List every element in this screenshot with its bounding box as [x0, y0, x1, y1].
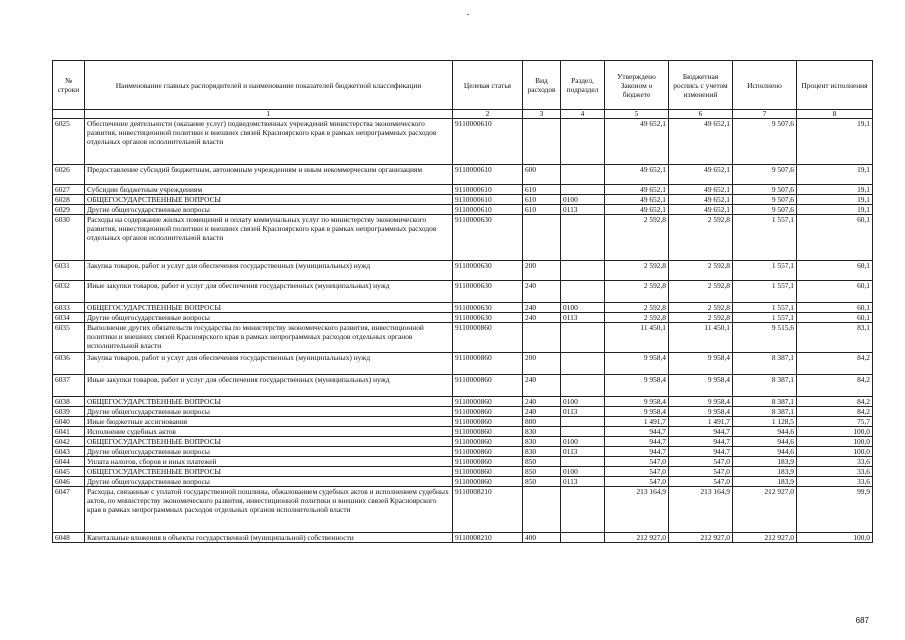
executed-cell: 944,6: [733, 447, 797, 457]
executed-cell: 9 515,6: [733, 323, 797, 353]
budget-cell: 212 927,0: [669, 533, 733, 543]
row-no-cell: 6032: [53, 281, 85, 303]
table-row: [53, 437, 873, 447]
row-no-cell: 6034: [53, 313, 85, 323]
kind-cell: 830: [523, 447, 561, 457]
name-cell: ОБЩЕГОСУДАРСТВЕННЫЕ ВОПРОСЫ: [85, 437, 453, 447]
row-no-cell: 6042: [53, 437, 85, 447]
target-cell: 9110000860: [453, 417, 523, 427]
approved-cell: 944,7: [605, 427, 669, 437]
budget-cell: 547,0: [669, 477, 733, 487]
row-no-cell: 6033: [53, 303, 85, 313]
kind-cell: 200: [523, 353, 561, 375]
header-name: Наименование главных распорядителей и наименование показателей бюджетной классификации: [85, 61, 453, 110]
kind-cell: 830: [523, 427, 561, 437]
table-row: [53, 313, 873, 323]
budget-cell: 944,7: [669, 427, 733, 437]
section-cell: 0113: [561, 313, 605, 323]
approved-cell: 9 958,4: [605, 407, 669, 417]
row-no-cell: 6043: [53, 447, 85, 457]
target-cell: 9110000630: [453, 281, 523, 303]
header-row: [53, 61, 873, 110]
executed-cell: 9 507,6: [733, 119, 797, 165]
budget-cell: 49 652,1: [669, 205, 733, 215]
approved-cell: 2 592,8: [605, 281, 669, 303]
target-cell: 9110000860: [453, 407, 523, 417]
target-cell: 9110000860: [453, 477, 523, 487]
table-row: [53, 457, 873, 467]
executed-cell: 1 557,1: [733, 281, 797, 303]
section-cell: [561, 281, 605, 303]
section-cell: [561, 417, 605, 427]
section-cell: 0100: [561, 303, 605, 313]
approved-cell: 944,7: [605, 437, 669, 447]
table-row: [53, 119, 873, 165]
percent-cell: 84,2: [797, 407, 873, 417]
name-cell: Уплата налогов, сборов и иных платежей: [85, 457, 453, 467]
section-cell: [561, 533, 605, 543]
table-row: [53, 427, 873, 437]
name-cell: Исполнение судебных актов: [85, 427, 453, 437]
executed-cell: 9 507,6: [733, 205, 797, 215]
row-no-cell: 6035: [53, 323, 85, 353]
section-cell: [561, 353, 605, 375]
budget-cell: 2 592,8: [669, 303, 733, 313]
row-no-cell: 6026: [53, 165, 85, 185]
percent-cell: 84,2: [797, 397, 873, 407]
header-percent: Процент исполнения: [797, 61, 873, 110]
section-cell: [561, 119, 605, 165]
approved-cell: 9 958,4: [605, 397, 669, 407]
percent-cell: 19,1: [797, 205, 873, 215]
col-num: 6: [669, 110, 733, 119]
name-cell: ОБЩЕГОСУДАРСТВЕННЫЕ ВОПРОСЫ: [85, 467, 453, 477]
budget-cell: 1 491,7: [669, 417, 733, 427]
approved-cell: 9 958,4: [605, 353, 669, 375]
budget-cell: 49 652,1: [669, 195, 733, 205]
name-cell: Другие общегосударственные вопросы: [85, 205, 453, 215]
name-cell: Выполнение других обязательств государства по министерству экономического развития, инвестиционной политики и внешних связей Красноярского края в рамках непрограммных расходов отдельных органов исполнительной власти: [85, 323, 453, 353]
table-row: [53, 447, 873, 457]
executed-cell: 9 507,6: [733, 165, 797, 185]
header-section: Раздел, подраздел: [561, 61, 605, 110]
budget-cell: 49 652,1: [669, 165, 733, 185]
target-cell: 9110000860: [453, 323, 523, 353]
kind-cell: 240: [523, 303, 561, 313]
kind-cell: 850: [523, 457, 561, 467]
percent-cell: 100,0: [797, 437, 873, 447]
target-cell: 9110000610: [453, 195, 523, 205]
row-no-cell: 6037: [53, 375, 85, 397]
section-cell: 0113: [561, 407, 605, 417]
percent-cell: 100,0: [797, 533, 873, 543]
budget-cell: 11 450,1: [669, 323, 733, 353]
col-num: 1: [85, 110, 453, 119]
name-cell: ОБЩЕГОСУДАРСТВЕННЫЕ ВОПРОСЫ: [85, 195, 453, 205]
name-cell: Капитальные вложения в объекты государственной (муниципальной) собственности: [85, 533, 453, 543]
name-cell: Иные закупки товаров, работ и услуг для обеспечения государственных (муниципальных) нужд: [85, 375, 453, 397]
percent-cell: 19,1: [797, 195, 873, 205]
kind-cell: 240: [523, 407, 561, 417]
approved-cell: 547,0: [605, 477, 669, 487]
table-row: [53, 353, 873, 375]
budget-table-container: [52, 60, 872, 543]
name-cell: Расходы на содержание жилых помещений и оплату коммунальных услуг по министерству экономического развития, инвестиционной политики и внешних связей Красноярского края в рамках непрограммных расходов отдельных органов исполнительной власти: [85, 215, 453, 261]
col-num: 7: [733, 110, 797, 119]
section-cell: [561, 185, 605, 195]
name-cell: ОБЩЕГОСУДАРСТВЕННЫЕ ВОПРОСЫ: [85, 303, 453, 313]
row-no-cell: 6041: [53, 427, 85, 437]
percent-cell: 75,7: [797, 417, 873, 427]
table-row: [53, 195, 873, 205]
name-cell: Другие общегосударственные вопросы: [85, 477, 453, 487]
kind-cell: 200: [523, 261, 561, 281]
row-no-cell: 6047: [53, 487, 85, 533]
approved-cell: 1 491,7: [605, 417, 669, 427]
target-cell: 9110000860: [453, 397, 523, 407]
target-cell: 9110000610: [453, 185, 523, 195]
percent-cell: 60,1: [797, 281, 873, 303]
budget-cell: 2 592,8: [669, 313, 733, 323]
target-cell: 9110000860: [453, 467, 523, 477]
section-cell: [561, 457, 605, 467]
percent-cell: 33,6: [797, 477, 873, 487]
executed-cell: 1 557,1: [733, 261, 797, 281]
target-cell: 9110008210: [453, 533, 523, 543]
budget-cell: 944,7: [669, 447, 733, 457]
target-cell: 9110000860: [453, 375, 523, 397]
kind-cell: 240: [523, 281, 561, 303]
section-cell: 0100: [561, 397, 605, 407]
section-cell: [561, 487, 605, 533]
section-cell: 0100: [561, 437, 605, 447]
budget-cell: 944,7: [669, 437, 733, 447]
executed-cell: 944,6: [733, 437, 797, 447]
header-target: Целевая статья: [453, 61, 523, 110]
table-row: [53, 281, 873, 303]
percent-cell: 60,1: [797, 261, 873, 281]
budget-table: [52, 60, 873, 543]
percent-cell: 19,1: [797, 165, 873, 185]
percent-cell: 33,6: [797, 467, 873, 477]
percent-cell: 60,1: [797, 303, 873, 313]
kind-cell: 400: [523, 533, 561, 543]
executed-cell: 944,6: [733, 427, 797, 437]
header-executed: Исполнено: [733, 61, 797, 110]
table-row: [53, 375, 873, 397]
section-cell: [561, 261, 605, 281]
table-row: [53, 323, 873, 353]
executed-cell: 9 507,6: [733, 195, 797, 205]
col-num: 2: [453, 110, 523, 119]
row-no-cell: 6036: [53, 353, 85, 375]
name-cell: Другие общегосударственные вопросы: [85, 447, 453, 457]
kind-cell: 610: [523, 205, 561, 215]
executed-cell: 212 927,0: [733, 533, 797, 543]
kind-cell: 850: [523, 477, 561, 487]
section-cell: [561, 323, 605, 353]
table-row: [53, 205, 873, 215]
table-row: [53, 397, 873, 407]
row-no-cell: 6030: [53, 215, 85, 261]
budget-cell: 547,0: [669, 467, 733, 477]
table-row: [53, 477, 873, 487]
row-no-cell: 6029: [53, 205, 85, 215]
kind-cell: 610: [523, 185, 561, 195]
table-row: [53, 487, 873, 533]
target-cell: 9110000860: [453, 437, 523, 447]
name-cell: Другие общегосударственные вопросы: [85, 313, 453, 323]
row-no-cell: 6048: [53, 533, 85, 543]
row-no-cell: 6045: [53, 467, 85, 477]
table-row: [53, 417, 873, 427]
table-row: [53, 215, 873, 261]
executed-cell: 183,9: [733, 457, 797, 467]
page-number: 687: [855, 616, 869, 625]
percent-cell: 84,2: [797, 353, 873, 375]
section-cell: [561, 427, 605, 437]
kind-cell: [523, 487, 561, 533]
name-cell: Предоставление субсидий бюджетным, автономным учреждениям и иным некоммерческим организациям: [85, 165, 453, 185]
approved-cell: 212 927,0: [605, 533, 669, 543]
target-cell: 9110000860: [453, 427, 523, 437]
section-cell: 0113: [561, 477, 605, 487]
name-cell: Обеспечение деятельности (оказание услуг) подведомственных учреждений министерства экономического развития, инвестиционной политики и внешних связей Красноярского края в рамках непрограммных расходов отдельных органов исполнительной власти: [85, 119, 453, 165]
percent-cell: 60,1: [797, 215, 873, 261]
percent-cell: 99,9: [797, 487, 873, 533]
approved-cell: 2 592,8: [605, 303, 669, 313]
name-cell: Иные закупки товаров, работ и услуг для обеспечения государственных (муниципальных) нужд: [85, 281, 453, 303]
row-no-cell: 6044: [53, 457, 85, 467]
target-cell: 9110000630: [453, 313, 523, 323]
target-cell: 9110000630: [453, 215, 523, 261]
header-approved: Утверждено Законом о бюджете: [605, 61, 669, 110]
approved-cell: 2 592,8: [605, 313, 669, 323]
col-num: 8: [797, 110, 873, 119]
executed-cell: 8 387,1: [733, 397, 797, 407]
kind-cell: 600: [523, 165, 561, 185]
executed-cell: 183,9: [733, 467, 797, 477]
target-cell: 9110000860: [453, 457, 523, 467]
percent-cell: 84,2: [797, 375, 873, 397]
budget-cell: 213 164,9: [669, 487, 733, 533]
kind-cell: 610: [523, 195, 561, 205]
kind-cell: [523, 323, 561, 353]
section-cell: [561, 165, 605, 185]
approved-cell: 2 592,8: [605, 215, 669, 261]
executed-cell: 183,9: [733, 477, 797, 487]
name-cell: Расходы, связанные с уплатой государственной пошлины, обжалованием судебных актов и исполнением судебных актов, по министерству экономического развития, инвестиционной политики и внешних связей Красноярского края в рамках непрограммных расходов отдельных органов исполнительной власти: [85, 487, 453, 533]
section-cell: [561, 375, 605, 397]
header-row-no: № строки: [53, 61, 85, 110]
table-row: [53, 261, 873, 281]
table-row: [53, 165, 873, 185]
approved-cell: 213 164,9: [605, 487, 669, 533]
table-row: [53, 185, 873, 195]
table-row: [53, 407, 873, 417]
header-kind: Вид расходов: [523, 61, 561, 110]
percent-cell: 100,0: [797, 447, 873, 457]
scan-dot: [467, 14, 469, 15]
row-no-cell: 6025: [53, 119, 85, 165]
target-cell: 9110008210: [453, 487, 523, 533]
name-cell: Иные бюджетные ассигнования: [85, 417, 453, 427]
col-num: 5: [605, 110, 669, 119]
section-cell: [561, 215, 605, 261]
budget-cell: 9 958,4: [669, 407, 733, 417]
budget-cell: 49 652,1: [669, 119, 733, 165]
approved-cell: 49 652,1: [605, 195, 669, 205]
column-number-row: [53, 110, 873, 119]
row-no-cell: 6039: [53, 407, 85, 417]
approved-cell: 49 652,1: [605, 205, 669, 215]
kind-cell: 240: [523, 397, 561, 407]
col-num: 3: [523, 110, 561, 119]
row-no-cell: 6046: [53, 477, 85, 487]
percent-cell: 19,1: [797, 119, 873, 165]
percent-cell: 60,1: [797, 313, 873, 323]
budget-cell: 9 958,4: [669, 397, 733, 407]
kind-cell: 850: [523, 467, 561, 477]
row-no-cell: 6040: [53, 417, 85, 427]
percent-cell: 83,1: [797, 323, 873, 353]
target-cell: 9110000630: [453, 261, 523, 281]
section-cell: 0100: [561, 467, 605, 477]
approved-cell: 547,0: [605, 467, 669, 477]
name-cell: Субсидии бюджетным учреждениям: [85, 185, 453, 195]
executed-cell: 8 387,1: [733, 353, 797, 375]
name-cell: Закупка товаров, работ и услуг для обеспечения государственных (муниципальных) нужд: [85, 353, 453, 375]
budget-cell: 2 592,8: [669, 281, 733, 303]
approved-cell: 547,0: [605, 457, 669, 467]
name-cell: ОБЩЕГОСУДАРСТВЕННЫЕ ВОПРОСЫ: [85, 397, 453, 407]
approved-cell: 944,7: [605, 447, 669, 457]
kind-cell: [523, 119, 561, 165]
table-body: [53, 119, 873, 543]
kind-cell: 830: [523, 437, 561, 447]
row-no-cell: 6028: [53, 195, 85, 205]
executed-cell: 8 387,1: [733, 407, 797, 417]
executed-cell: 1 557,1: [733, 303, 797, 313]
kind-cell: [523, 215, 561, 261]
budget-cell: 547,0: [669, 457, 733, 467]
budget-cell: 9 958,4: [669, 353, 733, 375]
kind-cell: 800: [523, 417, 561, 427]
target-cell: 9110000630: [453, 303, 523, 313]
target-cell: 9110000610: [453, 165, 523, 185]
section-cell: 0113: [561, 205, 605, 215]
budget-cell: 9 958,4: [669, 375, 733, 397]
target-cell: 9110000860: [453, 353, 523, 375]
executed-cell: 9 507,6: [733, 185, 797, 195]
approved-cell: 49 652,1: [605, 185, 669, 195]
percent-cell: 100,0: [797, 427, 873, 437]
executed-cell: 1 557,1: [733, 313, 797, 323]
col-num: [53, 110, 85, 119]
executed-cell: 8 387,1: [733, 375, 797, 397]
target-cell: 9110000610: [453, 119, 523, 165]
kind-cell: 240: [523, 375, 561, 397]
header-budget-list: Бюджетная роспись с учетом изменений: [669, 61, 733, 110]
approved-cell: 2 592,8: [605, 261, 669, 281]
budget-cell: 2 592,8: [669, 215, 733, 261]
col-num: 4: [561, 110, 605, 119]
section-cell: 0100: [561, 195, 605, 205]
executed-cell: 1 557,1: [733, 215, 797, 261]
row-no-cell: 6038: [53, 397, 85, 407]
table-row: [53, 533, 873, 543]
row-no-cell: 6031: [53, 261, 85, 281]
budget-cell: 2 592,8: [669, 261, 733, 281]
section-cell: 0113: [561, 447, 605, 457]
approved-cell: 49 652,1: [605, 165, 669, 185]
name-cell: Другие общегосударственные вопросы: [85, 407, 453, 417]
kind-cell: 240: [523, 313, 561, 323]
approved-cell: 11 450,1: [605, 323, 669, 353]
table-row: [53, 303, 873, 313]
row-no-cell: 6027: [53, 185, 85, 195]
name-cell: Закупка товаров, работ и услуг для обеспечения государственных (муниципальных) нужд: [85, 261, 453, 281]
percent-cell: 19,1: [797, 185, 873, 195]
budget-cell: 49 652,1: [669, 185, 733, 195]
target-cell: 9110000860: [453, 447, 523, 457]
executed-cell: 1 128,5: [733, 417, 797, 427]
executed-cell: 212 927,0: [733, 487, 797, 533]
percent-cell: 33,6: [797, 457, 873, 467]
target-cell: 9110000610: [453, 205, 523, 215]
approved-cell: 9 958,4: [605, 375, 669, 397]
table-row: [53, 467, 873, 477]
approved-cell: 49 652,1: [605, 119, 669, 165]
